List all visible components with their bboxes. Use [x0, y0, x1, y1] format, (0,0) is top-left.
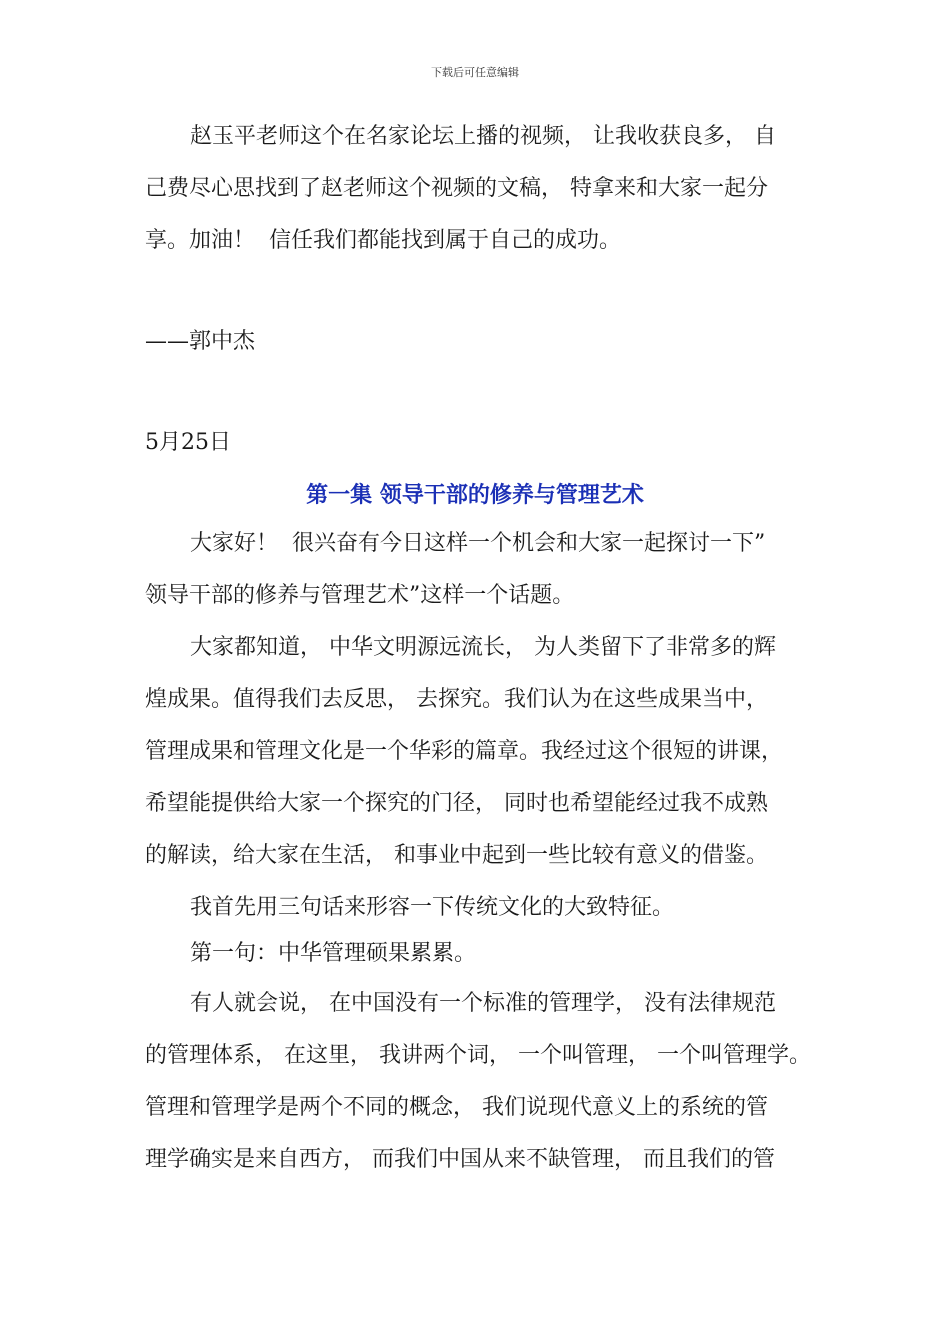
- body-p5-line-1: 有人就会说， 在中国没有一个标准的管理学， 没有法律规范: [190, 991, 776, 1016]
- body-p4: 第一句：中华管理硕果累累。: [190, 941, 477, 966]
- body-p5-line-3: 管理和管理学是两个不同的概念， 我们说现代意义上的系统的管: [145, 1095, 768, 1120]
- body-p3: 我首先用三句话来形容一下传统文化的大致特征。: [190, 895, 675, 920]
- body-p1-line-2: 领导干部的修养与管理艺术”这样一个话题。: [145, 583, 575, 608]
- page-header-note: 下载后可任意编辑: [431, 66, 519, 79]
- intro-line-3: 享。加油！ 信任我们都能找到属于自己的成功。: [145, 228, 621, 253]
- body-p2-line-4: 希望能提供给大家一个探究的门径， 同时也希望能经过我不成熟: [145, 791, 768, 816]
- body-p2-line-2: 煌成果。值得我们去反思， 去探究。我们认为在这些成果当中，: [145, 687, 768, 712]
- intro-line-1: 赵玉平老师这个在名家论坛上播的视频， 让我收获良多， 自: [190, 124, 776, 149]
- intro-line-2: 己费尽心思找到了赵老师这个视频的文稿， 特拿来和大家一起分: [145, 176, 768, 201]
- chapter-title: 第一集 领导干部的修养与管理艺术: [306, 482, 644, 508]
- body-p2-line-5: 的解读，给大家在生活， 和事业中起到一些比较有意义的借鉴。: [145, 843, 768, 868]
- body-p2-line-1: 大家都知道， 中华文明源远流长， 为人类留下了非常多的辉: [190, 635, 776, 660]
- body-p2-line-3: 管理成果和管理文化是一个华彩的篇章。我经过这个很短的讲课，: [145, 739, 784, 764]
- body-p5-line-4: 理学确实是来自西方， 而我们中国从来不缺管理， 而且我们的管: [145, 1147, 775, 1172]
- signature: ——郭中杰: [145, 329, 256, 354]
- body-p1-line-1: 大家好！ 很兴奋有今日这样一个机会和大家一起探讨一下”: [190, 531, 766, 556]
- date: 5月25日: [145, 430, 231, 455]
- body-p5-line-2: 的管理体系， 在这里， 我讲两个词， 一个叫管理， 一个叫管理学。: [145, 1043, 811, 1068]
